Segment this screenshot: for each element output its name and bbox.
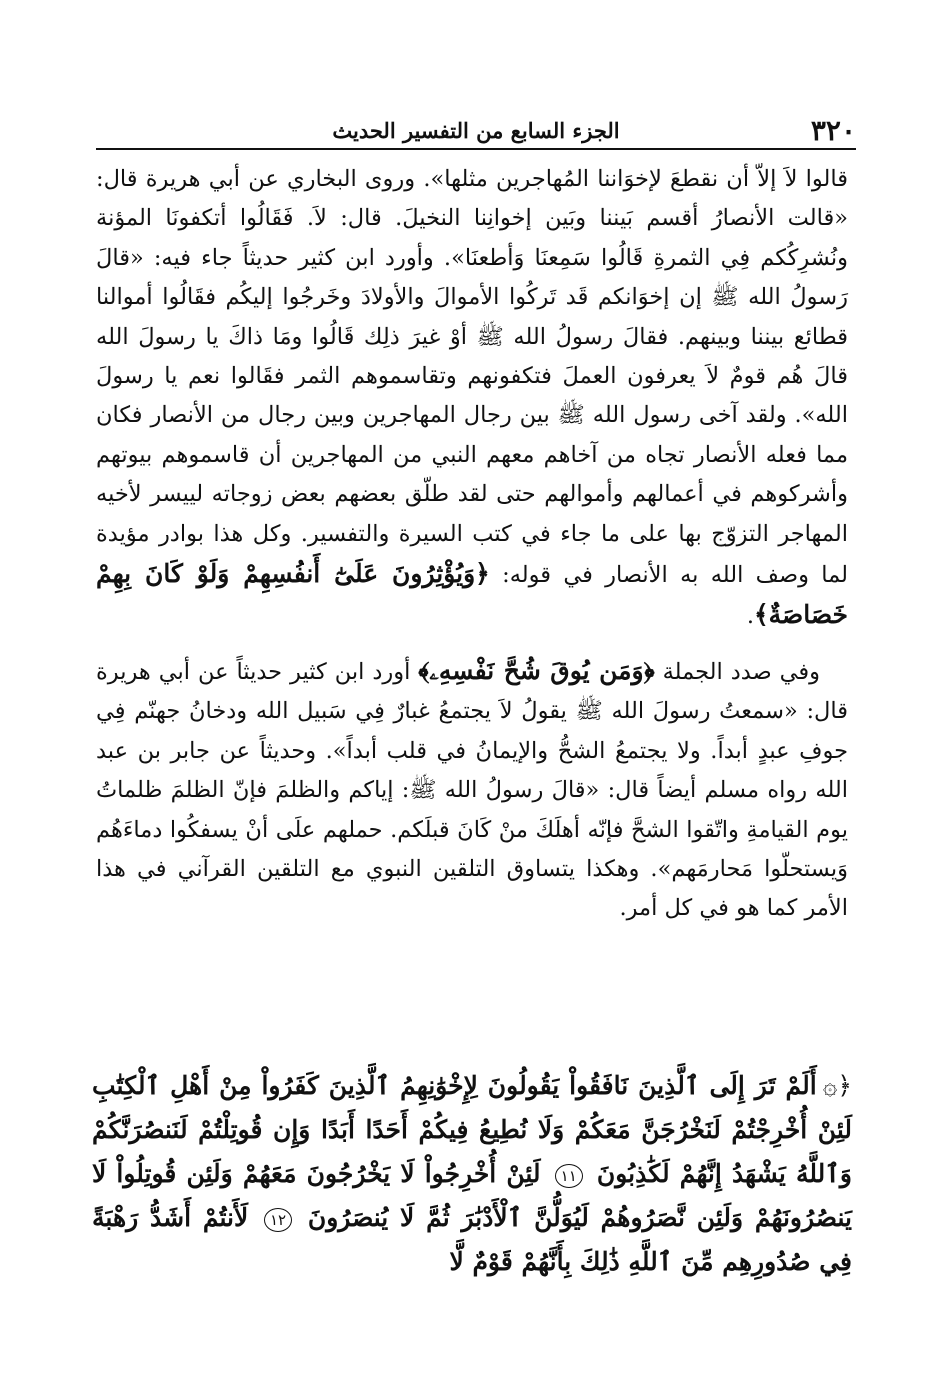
paragraph-text: قالوا لاَ إلاّ أن نقطعَ لإخوَاننا المُهاجرين مثلها». وروى البخاري عن أبي هريرة قال: «قالت الأنصارُ أقسم بَيننا وبَين إخوانِنا النخيلَ. قال: لاَ. فَقَالُوا أتكفونَا المؤنة ونُشرِكُكم فِي الثمرةِ قَالُوا سَمِعنَا وَأطعنَا». وأورد ابن كثير حديثاً جاء فيه: «قالَ رَسولُ الله ﷺ إن إخوَانكم قَد تَركُوا الأموالَ والأولادَ وخَرجُوا إليكُم فقَالُوا أموالنا قطائع بيننا وبينهم. فقالَ رسولُ الله ﷺ أوْ غيرَ ذلِك قَالُوا ومَا ذاكَ يا رسولَ الله قالَ هُم قومٌ لاَ يعرفون العملَ فتكفونهم وتقاسموهم الثمر فقَالوا نعم يا رسولَ الله». ولقد آخى رسول الله ﷺ بين رجال المهاجرين وبين رجال من الأنصار فكان مما فعله الأنصار تجاه من آخاهم معهم النبي من المهاجرين أن قاسموهم بيوتهم وأشركوهم في أعمالهم وأموالهم حتى لقد طلّق بعضهم بعض زوجاته لييسر لأخيه المهاجر التزوّج بها على ما جاء في كتب السيرة والتفسير. وكل هذا بوادر مؤيدة لما وصف الله به الأنصار في قوله: <box>96 166 848 589</box>
verse-ornament: ﴿۞ <box>822 1071 852 1100</box>
verse-text: أَلَمْ تَرَ إِلَى ٱلَّذِينَ نَافَقُواْ يَقُولُونَ لِإِخْوَٰنِهِمُ ٱلَّذِينَ كَفَرُواْ مِنْ أَهْلِ ٱلْكِتَٰبِ لَئِنْ أُخْرِجْتُمْ لَنَخْرُجَنَّ مَعَكُمْ وَلَا نُطِيعُ فِيكُمْ أَحَدًا أَبَدًا وَإِن قُوتِلْتُمْ لَنَنصُرَنَّكُمْ وَٱللَّهُ يَشْهَدُ إِنَّهُمْ لَكَٰذِبُونَ <box>92 1071 852 1188</box>
quran-verse-block <box>92 1064 852 1284</box>
verse-number: ١١ <box>555 1164 583 1188</box>
commentary-text <box>96 160 848 929</box>
paragraph-text: . <box>746 603 754 630</box>
page-number: ٣٢٠ <box>810 114 856 147</box>
paragraph <box>96 160 848 637</box>
running-header <box>96 112 856 152</box>
running-title: الجزء السابع من التفسير الحديث <box>332 118 620 143</box>
verse-text: لَأَنتُمْ أَشَدُّ رَهْبَةً فِي صُدُورِهِم مِّنَ ٱللَّهِ ذَٰلِكَ بِأَنَّهُمْ قَوْمٌ لَّا <box>92 1203 852 1276</box>
verse-number: ١٢ <box>264 1208 292 1232</box>
quran-quote: ﴿وَيُؤْثِرُونَ عَلَىٰٓ أَنفُسِهِمْ وَلَوْ كَانَ بِهِمْ خَصَاصَةٌ﴾ <box>96 559 848 630</box>
verse-text: لَئِنْ أُخْرِجُواْ لَا يَخْرُجُونَ مَعَهُمْ وَلَئِن قُوتِلُواْ لَا يَنصُرُونَهُمْ وَلَئِن نَّصَرُوهُمْ لَيُوَلُّنَّ ٱلْأَدْبَٰرَ ثُمَّ لَا يُنصَرُونَ <box>92 1159 852 1232</box>
header-divider <box>96 148 856 150</box>
paragraph <box>96 651 848 929</box>
paragraph-text: وفي صدد الجملة <box>654 658 821 685</box>
paragraph-text: أورد ابن كثير حديثاً عن أبي هريرة قال: «سمعتُ رسولَ الله ﷺ يقولُ لاَ يجتمعُ غبارٌ فِي سَبيل الله ودخانُ جهنّم فِي جوفِ عبدٍ أبداً. ولا يجتمعُ الشحُّ والإيمانُ في قلب أبداً». وحديثاً عن جابر بن عبد الله رواه مسلم أيضاً قال: «قالَ رسولُ الله ﷺ: إياكم والظلمَ فإنّ الظلمَ ظلماتُ يوم القيامةِ واتّقوا الشحَّ فإنّه أهلَكَ منْ كَانَ قبلَكم. حملهم علَى أنْ يسفكُوا دماءَهُم وَيستحلّوا مَحارمَهم». وهكذا يتساوق التلقين النبوي مع التلقين القرآني في هذا الأمر كما هو في كل أمر. <box>96 658 848 922</box>
quran-quote: ﴿وَمَن يُوقَ شُحَّ نَفْسِهِۦ﴾ <box>418 655 655 685</box>
